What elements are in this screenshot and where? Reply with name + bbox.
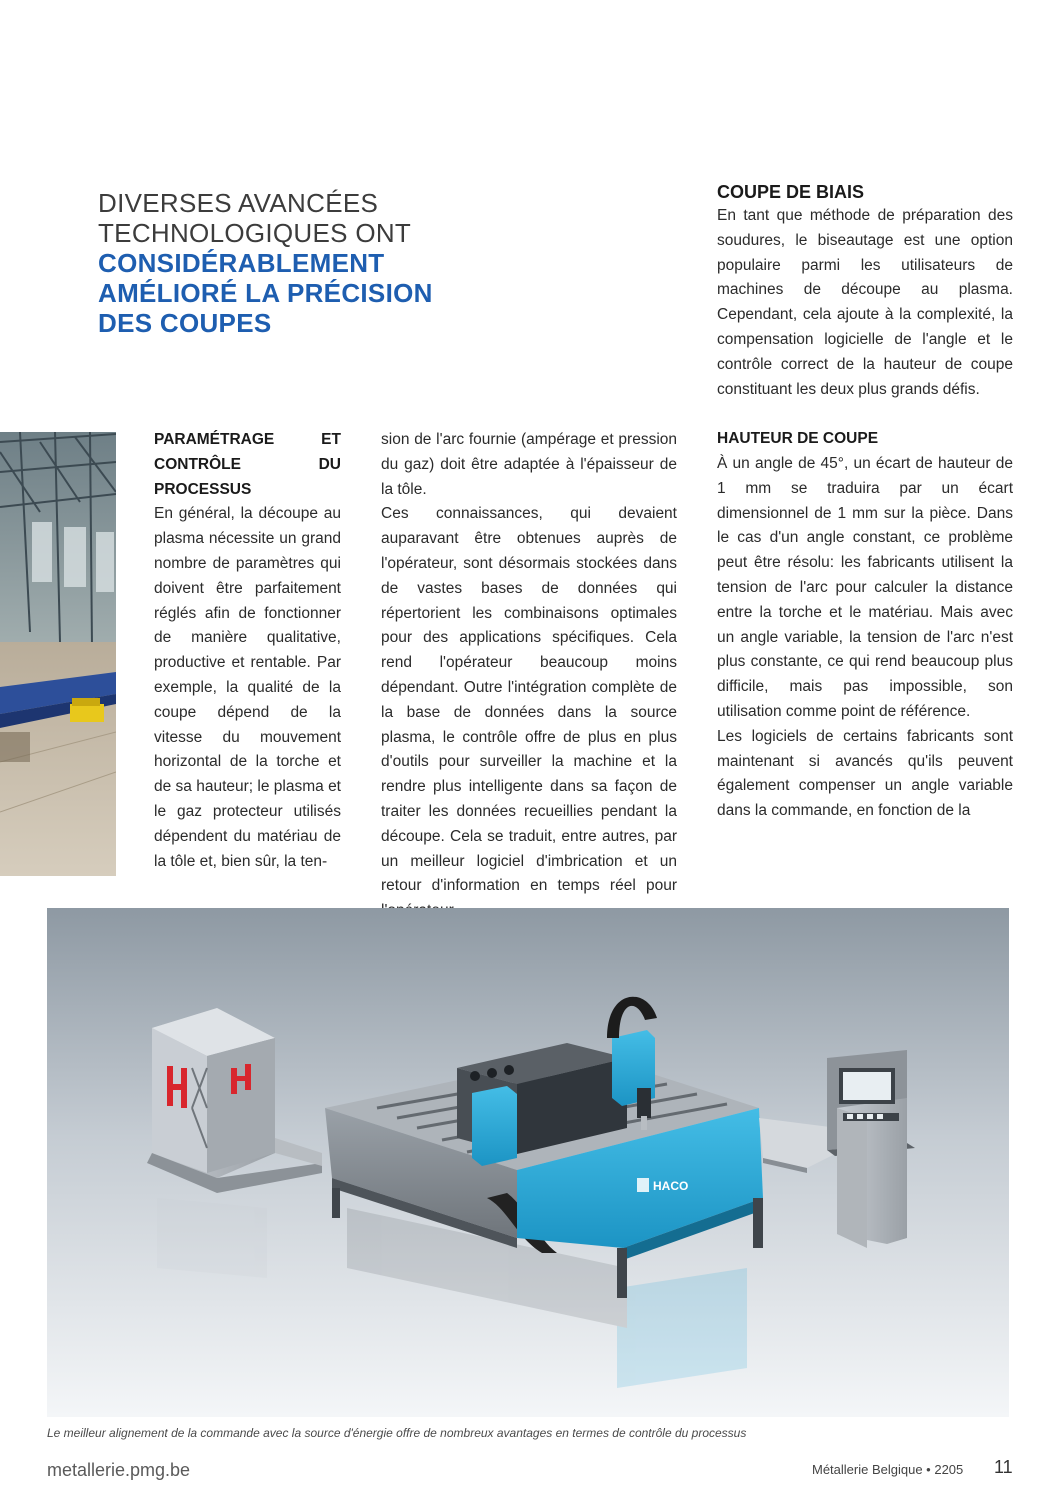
section-heading: PARAMÉTRAGE ET CONTRÔLE DU PROCESSUS <box>154 431 341 498</box>
column-2 <box>381 428 677 924</box>
factory-photo <box>0 432 116 876</box>
paragraph: Ces connaissances, qui devaient auparavant être obtenues auprès de l'opérateur, sont désormais stockées dans de vastes bases de données qui répertorient les combinaisons optimales pour des applications spécifiques. Cela rend l'opérateur beaucoup moins dépendant. Outre l'intégration complète de la base de données dans la source plasma, le contrôle offre de plus en plus d'outils pour surveiller la machine et la rendre plus intelligente dans sa façon de traiter les données recueillies pendant la découpe. Cela se traduit, entre autres, par un meilleur logiciel d'imbrication et un retour d'information en temps réel pour <box>381 505 677 895</box>
section-heading: COUPE DE BIAIS <box>717 182 865 202</box>
website-link[interactable]: metallerie.pmg.be <box>47 1460 191 1480</box>
figure-caption: Le meilleur alignement de la commande avec la source d'énergie offre de nombreux avantages en termes de contrôle du processus <box>47 1426 747 1440</box>
machine-brand-logo: HACO <box>653 1179 689 1193</box>
paragraph: En général, la découpe au plasma nécessite un grand nombre de paramètres qui doivent être parfaitement réglés afin de fonctionner de manière qualitative, productive et rentable. Par exemple, la qualité de la coupe dépend de la vitesse du mouvement horizontal de la torche et de sa hauteur; le plasma et le gaz protecteur utilisés dépendent du matériau de la tôle et, bien sûr, la ten- <box>154 505 341 870</box>
headline-line-emphasis: CONSIDÉRABLEMENT <box>98 248 385 278</box>
magazine-issue: Métallerie Belgique • 2205 <box>812 1462 964 1477</box>
page-number: 11 <box>994 1457 1013 1477</box>
column-1 <box>154 428 341 874</box>
headline-line-emphasis: AMÉLIORÉ LA PRÉCISION <box>98 278 433 308</box>
paragraph: En tant que méthode de préparation des soudures, le biseautage est une option populaire parmi les utilisateurs de machines de découpe au plasma. Cependant, cela ajoute à la complexité, la compensation logicielle de l'angle et le contrôle correct de la hauteur de coupe constituant les deux plus grands défis. <box>717 207 1013 398</box>
paragraph: À un angle de 45°, un écart de hauteur de 1 mm se traduira par un écart dimensionnel de 1 mm sur la pièce. Dans le cas d'un angle constant, ce problème peut être résolu: les fabricants utilisent la tension de l'arc pour calculer la distance entre la torche et le matériau. Mais avec un angle variable, la tension de l'arc n'est plus constante, ce qui rend beaucoup plus difficile, mais pas impossible, son utilisation comme point de référence. <box>717 454 1013 720</box>
paragraph: Les logiciels de certains fabricants sont maintenant si avancés qu'ils peuvent également compenser un angle variable dans la commande, en fonction de la <box>717 727 1013 820</box>
headline-line-emphasis: DES COUPES <box>98 308 272 338</box>
column-3 <box>717 180 1013 824</box>
paragraph: sion de l'arc fournie (ampérage et pression du gaz) doit être adaptée à l'épaisseur de la tôle. <box>381 431 677 498</box>
plasma-machine-photo <box>47 908 1009 1417</box>
headline-line: DIVERSES AVANCÉES <box>98 188 379 218</box>
headline-line: TECHNOLOGIQUES ONT <box>98 218 412 248</box>
section-heading: HAUTEUR DE COUPE <box>717 430 879 448</box>
headline <box>98 188 478 338</box>
